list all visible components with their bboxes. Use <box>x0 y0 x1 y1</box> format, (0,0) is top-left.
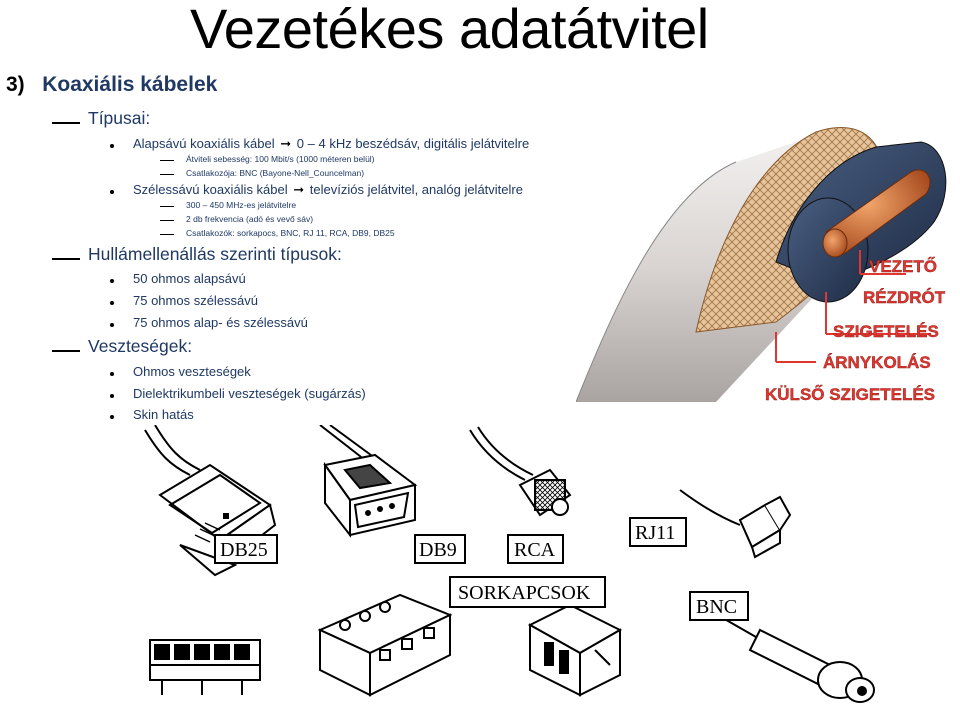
losses-item: Ohmos veszteségek <box>133 364 251 379</box>
dash-marker <box>160 160 174 161</box>
baseband-label: Alapsávú koaxiális kábel <box>133 136 275 151</box>
label-conductor-1: VEZETŐ <box>869 257 938 276</box>
db9-label-box <box>415 535 465 563</box>
bullet-marker <box>110 301 114 305</box>
section-heading <box>6 73 217 97</box>
dash-marker <box>52 258 80 260</box>
db25-label-box <box>215 535 277 563</box>
rca-connector <box>470 427 570 515</box>
impedance-item: 75 ohmos szélessávú <box>133 293 259 308</box>
broadband-item <box>133 182 523 198</box>
coax-cable-illustration <box>576 102 960 414</box>
dash-marker <box>160 220 174 221</box>
impedance-heading: Hullámellenállás szerinti típusok: <box>88 244 342 264</box>
rj11-label: RJ11 <box>635 522 676 544</box>
arrow-right-icon: ➞ <box>293 182 305 197</box>
bullet-marker <box>110 323 114 327</box>
types-heading: Típusai: <box>88 108 151 128</box>
bullet-marker <box>110 394 114 398</box>
impedance-item: 50 ohmos alapsávú <box>133 271 246 286</box>
db25-label: DB25 <box>220 539 268 561</box>
terminal-blocks-label: SORKAPCSOK <box>458 582 591 604</box>
dash-marker <box>160 234 174 235</box>
bullet-marker <box>110 144 114 148</box>
losses-heading: Veszteségek: <box>88 336 193 356</box>
terminal-blocks-label-box <box>450 577 605 607</box>
bnc-label-box <box>690 592 748 620</box>
bullet-marker <box>110 279 114 283</box>
label-insulation: SZIGETELÉS <box>833 322 939 341</box>
rj11-connector <box>680 490 790 557</box>
bullet-marker <box>110 372 114 376</box>
label-conductor-2: RÉZDRÓT <box>863 288 946 307</box>
dash-marker <box>52 350 80 352</box>
bullet-marker <box>110 190 114 194</box>
broadband-detail: Csatlakozók: sorkapocs, BNC, RJ 11, RCA, DB9, DB25 <box>186 228 395 238</box>
losses-item: Dielektrikumbeli veszteségek (sugárzás) <box>133 386 366 401</box>
section-number: 3) <box>6 73 25 96</box>
terminal-block-right <box>530 605 620 695</box>
dash-marker <box>52 122 80 124</box>
broadband-detail: 300 – 450 MHz-es jelátvitelre <box>186 200 297 210</box>
arrow-right-icon: ➞ <box>280 136 292 151</box>
slide-title: Vezetékes adatátvitel <box>190 0 709 60</box>
db9-connector <box>320 425 415 535</box>
broadband-label: Szélessávú koaxiális kábel <box>133 182 288 197</box>
bnc-label: BNC <box>696 596 738 618</box>
connectors-illustration <box>140 425 960 705</box>
dash-marker <box>160 206 174 207</box>
terminal-block-middle <box>320 595 450 695</box>
dash-marker <box>160 174 174 175</box>
baseband-detail: Csatlakozója: BNC (Bayone-Nell_Councelman) <box>186 168 365 178</box>
rca-label: RCA <box>514 539 556 561</box>
broadband-target: televíziós jelátvitel, analóg jelátvitelre <box>309 182 523 197</box>
broadband-detail: 2 db frekvencia (adó és vevő sáv) <box>186 214 314 224</box>
section-title: Koaxiális kábelek <box>42 73 218 96</box>
rca-label-box <box>508 535 563 563</box>
baseband-target: 0 – 4 kHz beszédsáv, digitális jelátvitelre <box>296 136 530 151</box>
db9-label: DB9 <box>419 539 457 561</box>
baseband-detail: Átviteli sebesség: 100 Mbit/s (1000 méteren belül) <box>186 154 375 164</box>
impedance-item: 75 ohmos alap- és szélessávú <box>133 315 308 330</box>
bullet-marker <box>110 415 114 419</box>
losses-item: Skin hatás <box>133 407 194 422</box>
label-outer-insulation: KÜLSŐ SZIGETELÉS <box>765 385 936 404</box>
label-shielding: ÁRNYKOLÁS <box>823 353 931 372</box>
baseband-item <box>133 136 529 152</box>
terminal-block-left <box>150 640 260 695</box>
rj11-label-box <box>630 518 686 546</box>
